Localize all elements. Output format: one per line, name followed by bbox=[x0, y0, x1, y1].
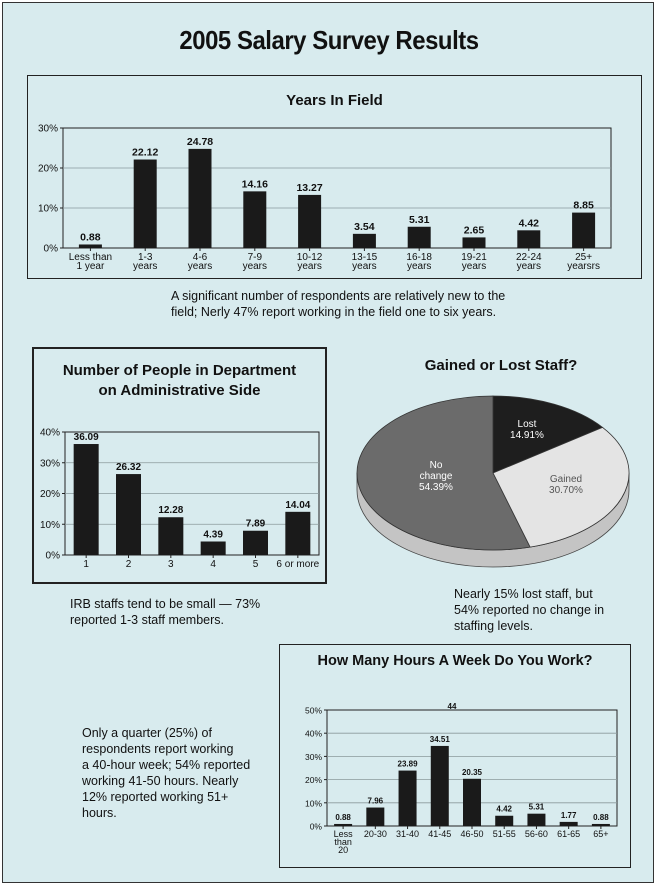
hours-caption-line2: respondents report working bbox=[82, 742, 234, 756]
dept-title-line1: Number of People in Department bbox=[62, 362, 297, 379]
dept-panel bbox=[32, 347, 327, 584]
years-bar bbox=[134, 160, 157, 248]
hours-category-label: 51-55 bbox=[492, 829, 516, 839]
hours-bar bbox=[431, 746, 449, 826]
years-category-label: years bbox=[461, 261, 487, 272]
dept-chart bbox=[34, 349, 325, 582]
years-category-label: Less than bbox=[68, 252, 113, 263]
hours-category-label: 61-65 bbox=[557, 829, 581, 839]
hours-bar bbox=[560, 822, 578, 826]
hours-chart bbox=[280, 645, 630, 867]
hours-ytick-label: 20% bbox=[304, 775, 322, 786]
years-chart bbox=[28, 76, 641, 276]
dept-ytick-label: 40% bbox=[39, 427, 60, 439]
dept-caption-line1: IRB staffs tend to be small — 73% bbox=[70, 597, 261, 611]
hours-panel bbox=[279, 644, 631, 868]
hours-ytick-label: 10% bbox=[304, 798, 322, 809]
dept-category-label: 6 or more bbox=[276, 559, 320, 570]
hours-chart-title: How Many Hours A Week Do You Work? bbox=[317, 653, 593, 669]
pie-caption-line3: staffing levels. bbox=[454, 619, 533, 633]
hours-caption-line1: Only a quarter (25%) of bbox=[82, 726, 212, 740]
hours-category-label: 56-60 bbox=[524, 829, 548, 839]
dept-category-label: 2 bbox=[125, 559, 132, 570]
hours-category-label: 31-40 bbox=[396, 829, 420, 839]
years-category-label: years bbox=[516, 261, 542, 272]
dept-bar bbox=[285, 512, 310, 555]
years-category-label: years bbox=[406, 261, 432, 272]
dept-category-label: 5 bbox=[252, 559, 259, 570]
years-value-label: 2.65 bbox=[463, 224, 485, 237]
years-bar bbox=[463, 237, 486, 248]
years-value-label: 24.78 bbox=[186, 135, 214, 148]
hours-value-label: 1.77 bbox=[560, 810, 577, 820]
years-category-label: yearsrs bbox=[567, 261, 600, 272]
dept-bar bbox=[116, 474, 141, 555]
pie-caption-line2: 54% reported no change in bbox=[454, 603, 605, 617]
years-bar bbox=[79, 244, 102, 248]
hours-category-label: 20-30 bbox=[363, 829, 387, 839]
pie-gained-label: Gained bbox=[549, 474, 583, 485]
dept-value-label: 12.28 bbox=[158, 505, 184, 517]
dept-value-label: 26.32 bbox=[115, 462, 142, 474]
years-value-label: 3.54 bbox=[354, 220, 375, 233]
years-value-label: 14.16 bbox=[241, 178, 268, 191]
hours-ytick-label: 40% bbox=[304, 728, 322, 739]
dept-ytick-label: 20% bbox=[39, 489, 60, 500]
years-category-label: 16-18 bbox=[406, 252, 432, 263]
hours-bar bbox=[399, 771, 417, 826]
dept-category-label: 4 bbox=[210, 559, 216, 570]
years-caption bbox=[171, 288, 505, 320]
dept-ytick-label: 0% bbox=[45, 550, 60, 562]
dept-caption bbox=[70, 596, 260, 628]
years-caption-line1: A significant number of respondents are relatively new to the bbox=[171, 289, 506, 303]
years-bar bbox=[298, 195, 321, 248]
years-bar bbox=[408, 227, 431, 248]
pie-caption bbox=[454, 586, 604, 634]
hours-caption bbox=[82, 725, 250, 821]
years-bar bbox=[189, 149, 212, 248]
hours-bar bbox=[366, 808, 384, 826]
pie-nochange-label: change bbox=[419, 471, 453, 482]
hours-bar bbox=[592, 824, 610, 826]
hours-value-label: 5.31 bbox=[528, 802, 545, 812]
dept-value-label: 4.39 bbox=[203, 529, 223, 541]
years-chart-title: Years In Field bbox=[286, 92, 383, 109]
hours-ytick-label: 30% bbox=[304, 751, 322, 762]
hours-caption-line5: 12% reported working 51+ bbox=[82, 790, 229, 804]
years-category-label: 22-24 bbox=[516, 252, 542, 263]
hours-caption-line6: hours. bbox=[82, 806, 117, 820]
pie-nochange-label: No bbox=[429, 460, 443, 471]
years-value-label: 0.88 bbox=[80, 231, 101, 244]
pie-gained-label: 30.70% bbox=[549, 485, 583, 496]
years-category-label: 25+ bbox=[575, 252, 593, 263]
years-category-label: 13-15 bbox=[351, 252, 378, 263]
years-value-label: 22.12 bbox=[132, 146, 159, 159]
hours-category-label: 20 bbox=[338, 845, 349, 855]
years-value-label: 5.31 bbox=[408, 213, 430, 226]
years-category-label: 1-3 bbox=[137, 252, 153, 263]
years-category-label: 7-9 bbox=[247, 252, 263, 263]
years-panel bbox=[27, 75, 642, 279]
years-category-label: 10-12 bbox=[296, 252, 323, 263]
years-category-label: years bbox=[187, 261, 213, 272]
page-title: 2005 Salary Survey Results bbox=[179, 25, 479, 55]
years-bar bbox=[243, 191, 266, 248]
hours-value-label: 0.88 bbox=[335, 812, 351, 822]
hours-category-label: 46-50 bbox=[460, 829, 484, 839]
hours-value-label: 7.96 bbox=[367, 796, 384, 806]
hours-category-label: 65+ bbox=[593, 829, 609, 839]
hours-ytick-label: 0% bbox=[309, 821, 322, 832]
years-bar bbox=[517, 230, 540, 248]
survey-page bbox=[2, 2, 654, 883]
hours-caption-line3: a 40-hour week; 54% reported bbox=[82, 758, 251, 772]
years-ytick-label: 10% bbox=[37, 203, 58, 215]
hours-bar bbox=[334, 824, 352, 826]
years-caption-line2: field; Nerly 47% report working in the field one to six years. bbox=[171, 305, 497, 319]
dept-value-label: 14.04 bbox=[285, 499, 311, 511]
years-category-label: 19-21 bbox=[461, 252, 487, 263]
years-category-label: years bbox=[352, 261, 377, 272]
years-ytick-label: 20% bbox=[37, 163, 58, 175]
dept-category-label: 3 bbox=[168, 559, 174, 570]
dept-title-line2: on Administrative Side bbox=[98, 382, 261, 399]
years-category-label: 1 year bbox=[76, 261, 105, 272]
dept-caption-line2: reported 1-3 staff members. bbox=[70, 613, 225, 627]
years-bar bbox=[572, 213, 595, 248]
hours-value-label: 20.35 bbox=[461, 767, 483, 777]
years-ytick-label: 30% bbox=[37, 123, 58, 135]
hours-category-label: Less bbox=[333, 829, 353, 839]
hours-bar bbox=[463, 779, 481, 826]
hours-category-label: 41-45 bbox=[428, 829, 452, 839]
dept-bar bbox=[158, 517, 183, 555]
pie-lost-label: 14.91% bbox=[510, 430, 544, 441]
dept-bar bbox=[74, 444, 99, 555]
hours-value-label: 34.51 bbox=[429, 734, 450, 744]
hours-ytick-label: 50% bbox=[304, 705, 322, 716]
years-value-label: 13.27 bbox=[296, 181, 323, 194]
dept-ytick-label: 30% bbox=[39, 458, 60, 470]
years-category-label: 4-6 bbox=[192, 252, 208, 263]
hours-value-label: 4.42 bbox=[496, 804, 513, 814]
hours-value-label: 0.88 bbox=[593, 812, 609, 822]
pie-nochange-label: 54.39% bbox=[419, 482, 453, 493]
hours-category-label: than bbox=[334, 837, 352, 847]
years-category-label: years bbox=[242, 261, 268, 272]
dept-bar bbox=[243, 531, 268, 555]
dept-bar bbox=[201, 542, 226, 555]
years-category-label: years bbox=[297, 261, 322, 272]
dept-ytick-label: 10% bbox=[39, 519, 60, 531]
dept-value-label: 7.89 bbox=[245, 518, 266, 530]
hours-bar bbox=[527, 814, 545, 826]
years-ytick-label: 0% bbox=[43, 243, 58, 255]
hours-value-label: 23.89 bbox=[397, 759, 418, 769]
dept-category-label: 1 bbox=[83, 559, 89, 570]
years-value-label: 4.42 bbox=[518, 217, 540, 230]
years-bar bbox=[353, 234, 376, 248]
dept-value-label: 36.09 bbox=[73, 432, 99, 444]
pie-caption-line1: Nearly 15% lost staff, but bbox=[454, 587, 593, 601]
hours-caption-line4: working 41-50 hours. Nearly bbox=[82, 774, 239, 788]
years-value-label: 8.85 bbox=[573, 199, 594, 212]
hours-stray-label: 44 bbox=[447, 702, 457, 711]
hours-bar bbox=[495, 816, 513, 826]
years-category-label: years bbox=[132, 261, 158, 272]
pie-lost-label: Lost bbox=[517, 419, 537, 430]
pie-chart-title: Gained or Lost Staff? bbox=[424, 357, 578, 374]
pie-chart bbox=[349, 388, 649, 578]
